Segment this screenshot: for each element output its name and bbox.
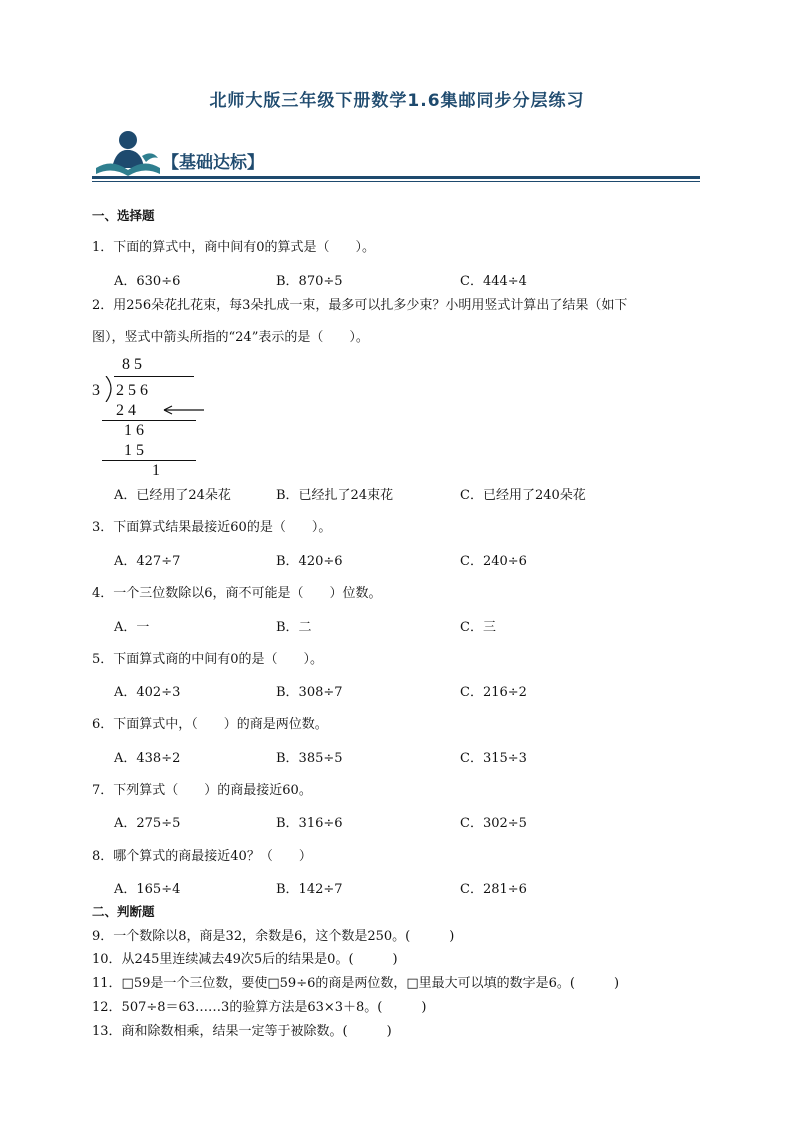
division-step-15: 1 5 [124,442,144,459]
q6-option-c: C．315÷3 [460,751,527,766]
question-11: 11．□59是一个三位数，要使□59÷6的商是两位数，□里最大可以填的数字是6。( ) [92,976,620,991]
q5-option-b: B．308÷7 [276,685,343,700]
division-bar [114,376,194,377]
reader-icon [92,128,162,178]
q1-option-a: A．630÷6 [114,274,181,289]
q2-option-b: B．已经扎了24束花 [276,488,394,503]
q8-option-a: A．165÷4 [114,882,181,897]
q1-option-c: C．444÷4 [460,274,527,289]
section-banner [92,128,700,188]
q8-option-c: C．281÷6 [460,882,527,897]
question-9: 9．一个数除以8，商是32，余数是6，这个数是250。( ) [92,929,455,944]
q7-option-b: B．316÷6 [276,816,343,831]
q5-option-c: C．216÷2 [460,685,527,700]
q7-option-c: C．302÷5 [460,816,527,831]
question-6: 6．下面算式中，（ ）的商是两位数。 [92,717,328,732]
question-12: 12．507÷8＝63……3的验算方法是63×3＋8。( ) [92,1000,427,1015]
section-heading-choice: 一、选择题 [92,208,155,223]
question-2-line-1: 2．用256朵花扎花束，每3朵扎成一束，最多可以扎多少束？小明用竖式计算出了结果（如下 [92,298,628,313]
question-2-line-2: 图），竖式中箭头所指的“24”表示的是（ ）。 [92,330,369,345]
arrow-left-icon [160,404,206,416]
division-remainder: 1 [152,462,160,479]
question-7: 7．下列算式（ ）的商最接近60。 [92,783,312,798]
question-1: 1．下面的算式中，商中间有0的算式是（ ）。 [92,240,376,255]
q6-option-b: B．385÷5 [276,751,343,766]
section-heading-judge: 二、判断题 [92,904,155,919]
division-quotient: 8 5 [122,356,142,373]
q7-option-a: A．275÷5 [114,816,181,831]
q1-option-b: B．870÷5 [276,274,343,289]
q3-option-c: C．240÷6 [460,554,527,569]
division-divisor: 3 [92,382,100,399]
division-dividend: 2 5 6 [116,382,148,399]
division-step-16: 1 6 [124,422,144,439]
page-title: 北师大版三年级下册数学1.6集邮同步分层练习 [209,91,585,111]
question-3: 3．下面算式结果最接近60的是（ ）。 [92,520,332,535]
division-line-2 [102,460,196,461]
q4-option-c: C．三 [460,620,496,635]
banner-rule-thin [92,181,700,182]
banner-rule-thick [92,176,700,179]
q2-option-c: C．已经用了240朵花 [460,488,586,503]
q5-option-a: A．402÷3 [114,685,181,700]
question-10: 10．从245里连续减去49次5后的结果是0。( ) [92,952,398,967]
division-line-1 [102,420,196,421]
q4-option-b: B．二 [276,620,312,635]
question-8: 8．哪个算式的商最接近40？（ ） [92,849,312,864]
q3-option-a: A．427÷7 [114,554,181,569]
q2-option-a: A．已经用了24朵花 [114,488,231,503]
banner-title: 【基础达标】 [162,153,264,173]
division-step-24: 2 4 [116,402,136,419]
question-5: 5．下面算式商的中间有0的是（ ）。 [92,652,324,667]
question-13: 13．商和除数相乘，结果一定等于被除数。( ) [92,1024,392,1039]
q8-option-b: B．142÷7 [276,882,343,897]
q6-option-a: A．438÷2 [114,751,181,766]
q3-option-b: B．420÷6 [276,554,343,569]
q4-option-a: A．一 [114,620,150,635]
long-division-figure [92,356,212,482]
question-4: 4．一个三位数除以6，商不可能是（ ）位数。 [92,586,382,601]
